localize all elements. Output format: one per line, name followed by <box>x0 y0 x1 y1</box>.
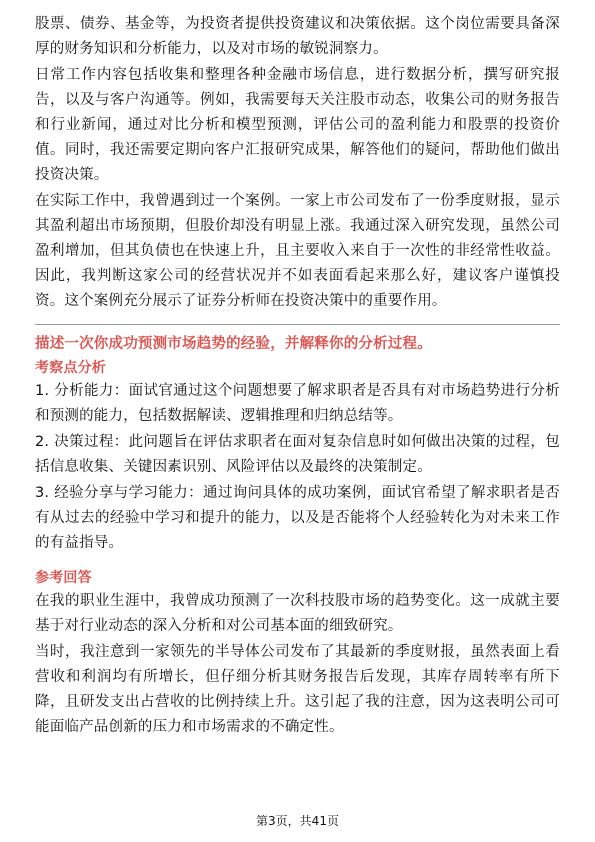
intro-paragraph-2: 日常工作内容包括收集和整理各种金融市场信息，进行数据分析，撰写研究报告，以及与客户沟通等。例如，我需要每天关注股市动态，收集公司的财务报告和行业新闻，通过对比分析和模型预测，评估公司的盈利能力和股票的投资价值。同时，我还需要定期向客户汇报研究成果，解答他们的疑问，帮助他们做出投资决策。 <box>35 67 560 183</box>
analysis-item-3: 3. 经验分享与学习能力：通过询问具体的成功案例，面试官希望了解求职者是否有从过去的经验中学习和提升的能力，以及是否能将个人经验转化为对未来工作的有益指导。 <box>35 485 560 551</box>
section-divider <box>35 324 560 325</box>
analysis-item-1: 1. 分析能力：面试官通过这个问题想要了解求职者是否具有对市场趋势进行分析和预测的能力，包括数据解读、逻辑推理和归纳总结等。 <box>35 383 560 424</box>
document-page <box>35 12 560 741</box>
interview-question: 描述一次你成功预测市场趋势的经验，并解释你的分析过程。 <box>35 336 432 352</box>
analysis-item-2: 2. 决策过程：此问题旨在评估求职者在面对复杂信息时如何做出决策的过程，包括信息收集、关键因素识别、风险评估以及最终的决策制定。 <box>35 434 560 475</box>
analysis-title: 考察点分析 <box>35 360 106 376</box>
page-number-footer: 第3页，共41页 <box>256 814 339 828</box>
reference-paragraph-1: 在我的职业生涯中，我曾成功预测了一次科技股市场的趋势变化。这一成就主要基于对行业动态的深入分析和对公司基本面的细致研究。 <box>35 593 560 634</box>
reference-title: 参考回答 <box>35 570 92 586</box>
intro-paragraph-3: 在实际工作中，我曾遇到过一个案例。一家上市公司发布了一份季度财报，显示其盈利超出市场预期，但股价却没有明显上涨。我通过深入研究发现，虽然公司盈利增加，但其负债也在快速上升，且主要收入来自于一次性的非经常性收益。因此，我判断这家公司的经营状况并不如表面看起来那么好，建议客户谨慎投资。这个案例充分展示了证券分析师在投资决策中的重要作用。 <box>35 193 560 309</box>
reference-paragraph-2: 当时，我注意到一家领先的半导体公司发布了其最新的季度财报，虽然表面上看营收和利润均有所增长，但仔细分析其财务报告后发现，其库存周转率有所下降，且研发支出占营收的比例持续上升。这引起了我的注意，因为这表明公司可能面临产品创新的压力和市场需求的不确定性。 <box>35 644 560 735</box>
intro-paragraph-1: 股票、债券、基金等，为投资者提供投资建议和决策依据。这个岗位需要具备深厚的财务知识和分析能力，以及对市场的敏锐洞察力。 <box>35 16 560 57</box>
section-spacer <box>35 557 560 567</box>
